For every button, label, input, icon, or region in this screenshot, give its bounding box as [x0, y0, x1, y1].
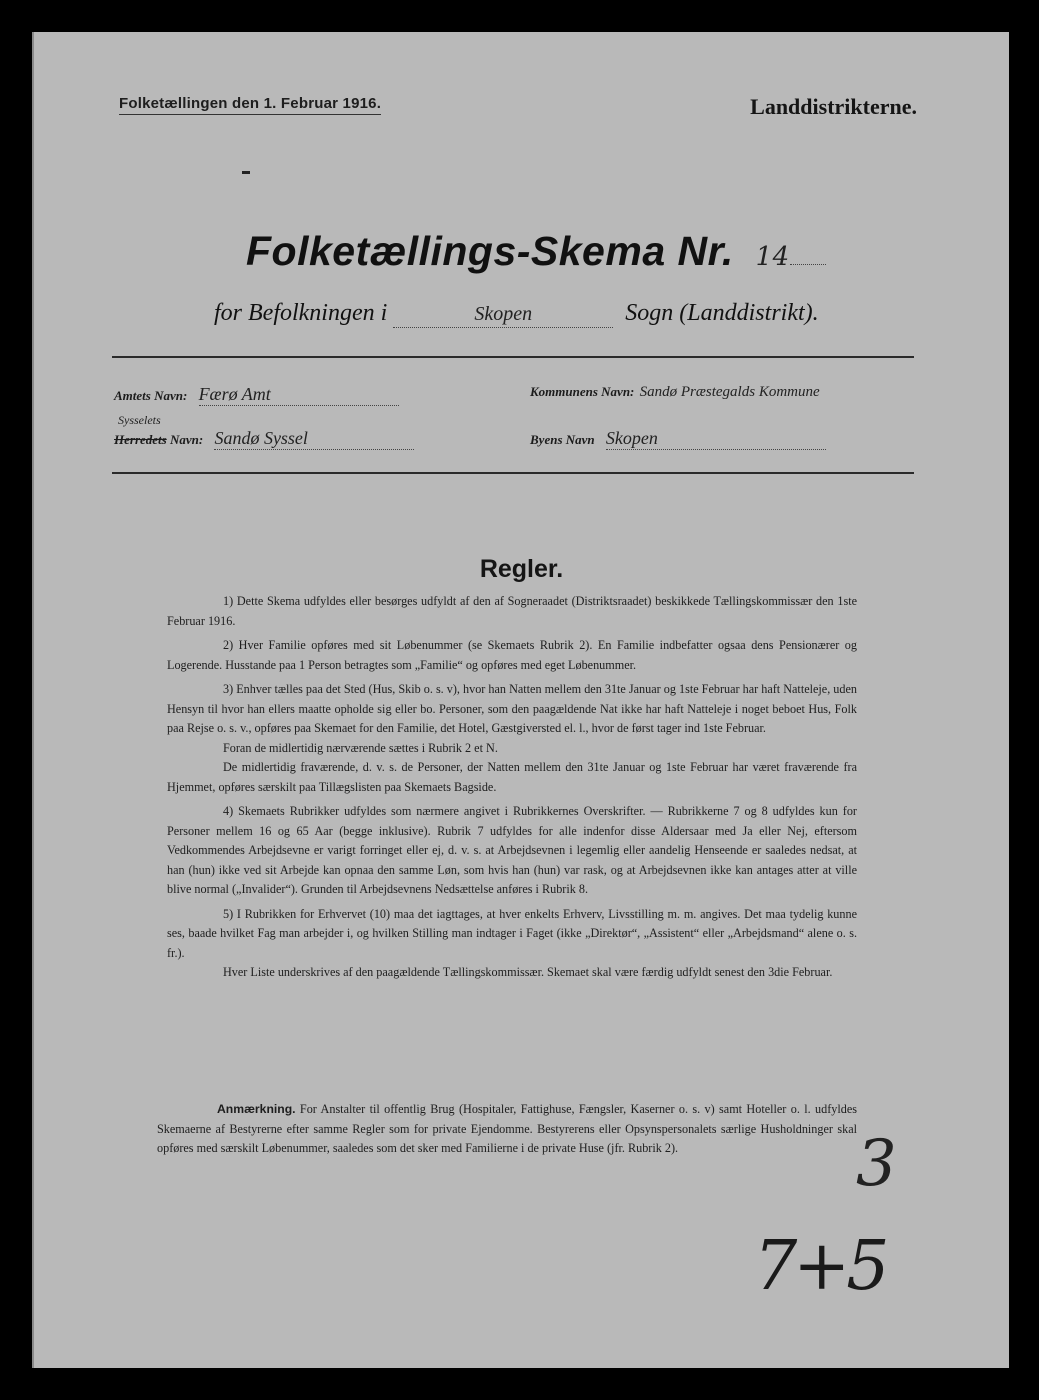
- kommune-label: Kommunens Navn:: [530, 384, 635, 399]
- rule-4: 4) Skemaets Rubrikker udfyldes som nærmere angivet i Rubrikkernes Overskrifter. — Rubrikkerne 7 og 8 udfyldes kun for Personer mellem 16 og 65 Aar (begge inklusive). Rubrik 7 udfyldes for alle indenfor disse Aldersaar med Ja eller Nej, eftersom Vedkommendes Arbejdsevne er varigt forringet eller ej, d. v. s. at Arbejdsevnen i legemlig eller aandelig Henseende er saaledes nedsat, at han (hun) ikke ved sit Arbejde kan opnaa den samme Løn, som hvis han (hun) var rask, og at Arbejdsevnen ikke kan antages atter at ville blive normal („Invalider“). Grunden til Arbejdsevnens Nedsættelse anføres i Rubrik 8.: [167, 804, 857, 896]
- ink-mark: [242, 171, 250, 174]
- parish-value: Skopen: [474, 303, 533, 325]
- divider-top: [112, 356, 914, 358]
- herred-field: [114, 428, 414, 450]
- by-field: [530, 428, 826, 450]
- herred-label-struck: Herredets: [114, 432, 167, 447]
- annotation-text: For Anstalter til offentlig Brug (Hospitaler, Fattighuse, Fængsler, Kaserner o. s. v) samt Hoteller o. l. udfyldes Skemaerne af Bestyrerne efter samme Regler som for private Ejendomme. Bestyrerens eller Opsynspersonalets særlige Husholdninger skal opføres med særskilt Løbenummer, saaledes som det sker med Familierne i de private Huse (jfr. Rubrik 2).: [157, 1102, 858, 1155]
- by-label: Byens Navn: [530, 432, 595, 447]
- rule-2: 2) Hver Familie opføres med sit Løbenummer (se Skemaets Rubrik 2). En Familie indbefatter ogsaa dens Pensionærer og Logerende. Husstande paa 1 Person betragtes som „Familie“ og opføres med eget Løbenummer.: [167, 638, 857, 672]
- by-value: Skopen: [606, 428, 826, 450]
- herred-correction: Sysselets: [118, 413, 161, 427]
- parish-prefix: for Befolkningen i: [214, 300, 388, 326]
- amt-label: Amtets Navn:: [114, 388, 188, 403]
- rule-1: 1) Dette Skema udfyldes eller besørges udfyldt af den af Sogneraadet (Distriktsraadet) beskikkede Tællingskommissær den 1ste Februar 1916.: [167, 594, 857, 628]
- kommune-value: Sandø Præstegalds Kommune: [639, 384, 820, 400]
- annotation-label: Anmærkning.: [217, 1102, 296, 1116]
- rules-body: [167, 592, 857, 988]
- rule-3-present: Foran de midlertidig nærværende sættes i Rubrik 2 et N.: [223, 740, 498, 755]
- rule-signature: Hver Liste underskrives af den paagældende Tællingskommissær. Skemaet skal være færdig udfyldt senest den 3die Februar.: [223, 965, 833, 979]
- form-title-text: Folketællings-Skema Nr.: [246, 228, 734, 274]
- district-type-header: Landdistrikterne.: [750, 94, 917, 119]
- rule-3-absent: De midlertidig fraværende, d. v. s. de Personer, der Natten mellem den 31te Januar og 1ste Februar har været fraværende fra Hjemmet, opføres særskilt paa Tillægslisten paa Skemaets Bagside.: [167, 760, 857, 794]
- handwritten-three: 3: [856, 1127, 897, 1201]
- parish-suffix: Sogn (Landdistrikt).: [625, 300, 819, 326]
- rule-3: 3) Enhver tælles paa det Sted (Hus, Skib o. s. v), hvor han Natten mellem den 31te Januar og 1ste Februar har haft Natteleje, uden Hensyn til hvor han ellers maatte opholde sig eller bo. Personer, som den paagældende Nat ikke har haft Natteleje i noget beboet Hus, Folk paa Rejse o. s. v., opføres paa Skemaet for den Familie, det Hotel, Gæstgiversted el. l., hvor de først tager ind 1ste Februar.: [167, 682, 857, 735]
- form-number-line: [790, 264, 826, 265]
- amt-field: [114, 384, 399, 406]
- herred-value: Sandø Syssel: [214, 428, 414, 450]
- rules-heading: Regler.: [479, 555, 564, 583]
- rule-5: 5) I Rubrikken for Erhvervet (10) maa det iagttages, at hver enkelts Erhverv, Livsstilling m. m. angives. Det maa tydelig kunne ses, baade hvilket Fag man arbejder i, og hvilken Stilling man indtager i Faget (ikke „Direktør“, „Assistent“ eller „Arbejdsmand“ alene o. s. fr.).: [167, 906, 857, 960]
- divider-bottom: [112, 472, 914, 474]
- amt-value: Færø Amt: [199, 384, 399, 406]
- census-date-header: Folketællingen den 1. Februar 1916.: [119, 95, 381, 115]
- herred-label: Navn:: [169, 432, 204, 447]
- kommune-field: [530, 384, 820, 401]
- form-title: [246, 228, 826, 275]
- parish-line: [214, 300, 819, 328]
- form-number: 14: [755, 242, 790, 272]
- parish-field: [393, 300, 613, 328]
- annotation: [157, 1100, 857, 1159]
- census-form-page: [32, 32, 1009, 1368]
- handwritten-sum: 7+5: [754, 1227, 886, 1306]
